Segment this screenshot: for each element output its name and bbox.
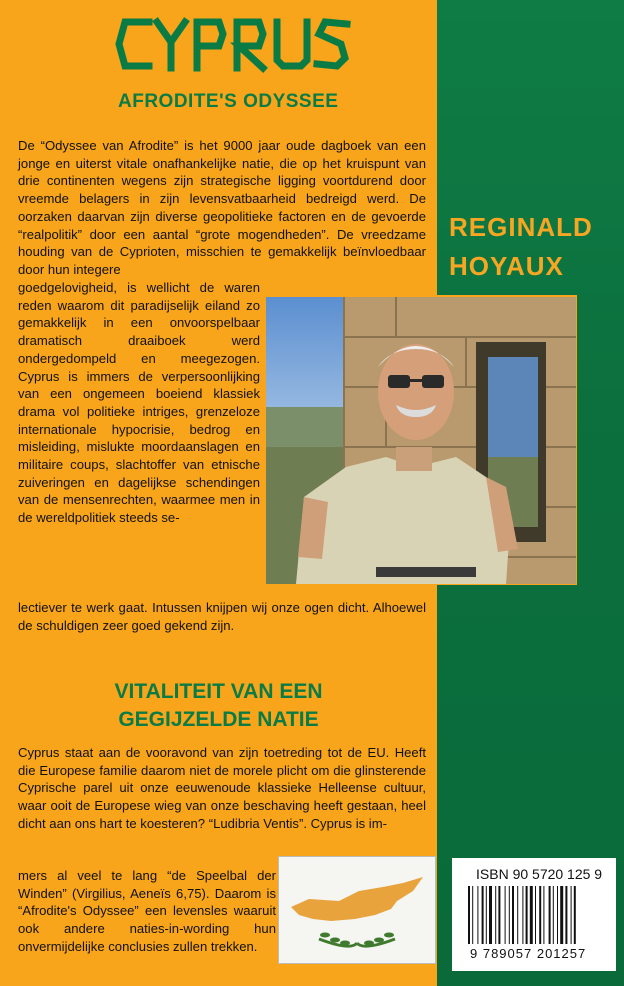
barcode-bar	[560, 886, 563, 944]
barcode-bar	[539, 886, 541, 944]
barcode-bar	[489, 886, 492, 944]
barcode-bar	[498, 886, 500, 944]
barcode-bar	[571, 886, 572, 944]
paragraph-closing: mers al veel te lang “de Speelbal der Winden” (Virgilius, Aeneïs 6,75). Daarom is “Afrodite's Odyssee” een levensles waaruit ook andere naties-in-wording hun onvermijdelijke conclusies zullen trekken.	[18, 868, 276, 954]
barcode-number: 9 789057 201257	[470, 946, 587, 961]
author-first-name: REGINALD	[449, 212, 593, 242]
section-heading-line1: VITALITEIT VAN EEN	[114, 680, 323, 703]
cyprus-title-logo	[115, 14, 355, 76]
section-heading-line2: GEGIJZELDE NATIE	[118, 708, 319, 731]
barcode	[466, 886, 616, 946]
barcode-bar	[530, 886, 533, 944]
barcode-bar	[495, 886, 496, 944]
barcode-bar	[535, 886, 536, 944]
barcode-bar	[472, 886, 473, 944]
barcode-bar	[477, 886, 478, 944]
barcode-bar	[486, 886, 487, 944]
barcode-bar	[549, 886, 551, 944]
barcode-bar	[553, 886, 554, 944]
paragraph-eu: Cyprus staat aan de vooravond van zijn toetreding tot de EU. Heeft die Europese familie daarom niet de morele plicht om die glinsterende Cyprische parel uit onze eeuwenoude klassieke Helleense cultuur, waar ooit de Europese wieg van onze beschaving heeft gestaan, heel dicht aan ons hart te koesteren? “Ludibria Ventis”. Cyprus is im-	[18, 745, 426, 831]
barcode-bar	[509, 886, 510, 944]
barcode-bar	[574, 886, 576, 944]
barcode-bar	[482, 886, 484, 944]
barcode-bar	[505, 886, 506, 944]
book-subtitle: AFRODITE'S ODYSSEE	[118, 91, 339, 112]
barcode-bar	[468, 886, 470, 944]
author-photo	[266, 297, 576, 584]
barcode-bar	[522, 886, 523, 944]
barcode-bar	[526, 886, 528, 944]
isbn-label: ISBN 90 5720 125 9	[476, 866, 603, 882]
barcode-bar	[517, 886, 518, 944]
paragraph-middle: goedgelovigheid, is wellicht de waren reden waarom dit paradijselijk eiland zo gemakkelijk in een onvoorspelbaar dramatisch draaiboek werd ondergedompeld en meegezogen. Cyprus is immers de verpersoonlijking van een ongemeen boeiend klassiek drama vol politieke intriges, grenzeloze internationale hypocrisie, bedrog en misleiding, mislukte moordaanslagen en militaire coups, slachtoffer van etnische zuiveringen en dagelijkse schendingen van de mensenrechten, waarmee men in de wereldpolitiek steeds se-	[18, 280, 260, 526]
paragraph-ending: lectiever te werk gaat. Intussen knijpen wij onze ogen dicht. Alhoewel de schuldigen zeer goed gekend zijn.	[18, 600, 426, 633]
author-last-name: HOYAUX	[449, 251, 564, 281]
author-name	[449, 208, 593, 286]
barcode-bar	[512, 886, 514, 944]
barcode-bar	[543, 886, 544, 944]
barcode-bar	[557, 886, 558, 944]
barcode-bar	[565, 886, 567, 944]
paragraph-intro: De “Odyssee van Afrodite” is het 9000 jaar oude dagboek van een jonge en uiterst vitale onafhankelijke natie, die op het kruispunt van drie continenten wegens zijn strategische ligging voortdurend door vreemde belagers in zijn levensvatbaarheid bedreigd werd. De oorzaken daarvan zijn diverse geopolitieke factoren en de gevoerde “realpolitik” door een aantal “grote mogendheden”. De vreedzame houding van de Cyprioten, misschien te gemakkelijk beïnvloedbaar door hun integere	[18, 138, 426, 277]
cyprus-flag	[278, 856, 436, 964]
